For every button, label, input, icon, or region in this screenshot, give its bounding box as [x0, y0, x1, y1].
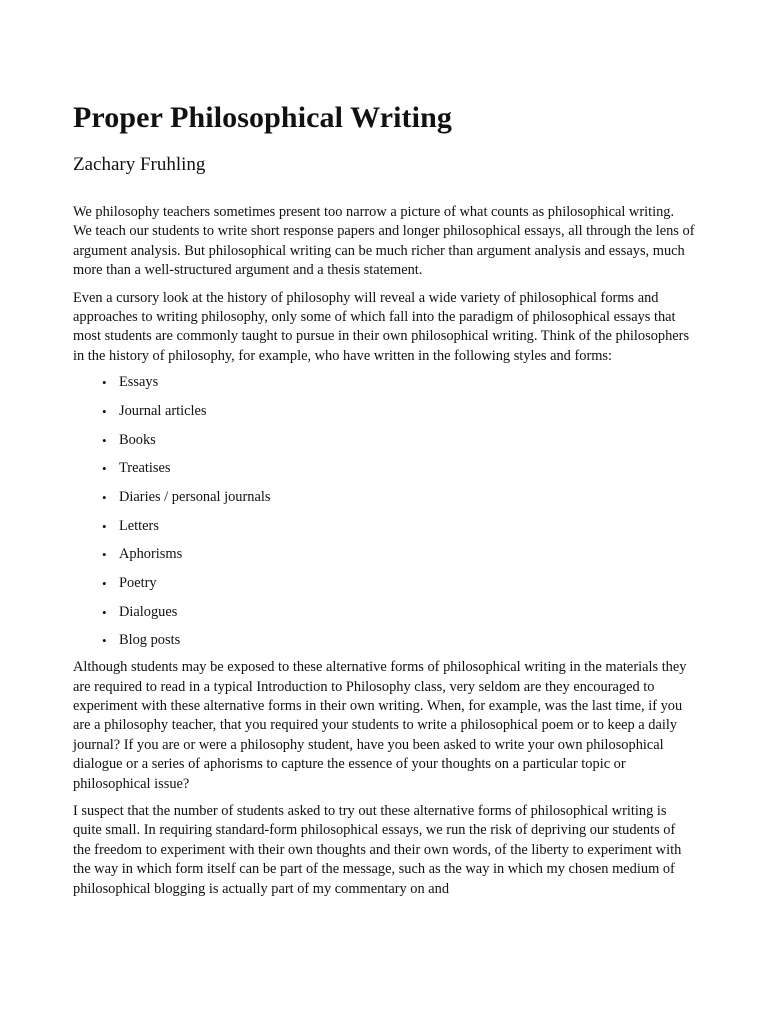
- bullet-icon: •: [102, 604, 107, 620]
- author-name: Zachary Fruhling: [73, 154, 206, 175]
- list-item: [102, 458, 695, 487]
- list-item-label: Poetry: [119, 575, 157, 592]
- bullet-icon: •: [102, 403, 107, 419]
- list-item-label: Blog posts: [119, 632, 181, 649]
- forms-list: [73, 366, 695, 659]
- list-item: [102, 372, 695, 401]
- bullet-icon: •: [102, 432, 107, 448]
- paragraph: Although students may be exposed to these alternative forms of philosophical writing in the materials they are required to read in a typical Introduction to Philosophy class, very seldom are they encouraged to experiment with these alternative forms in their own writing. When, for example, was the last time, if you are a philosophy teacher, that you required your students to write a philosophical poem or to keep a daily journal? If you are or were a philosophy student, have you been asked to write your own philosophical dialogue or a series of aphorisms to capture the essence of your thoughts on a particular topic or philosophical issue?: [73, 659, 687, 792]
- paragraph: We philosophy teachers sometimes present too narrow a picture of what counts as philosophical writing. We teach our students to write short response papers and longer philosophical essays, all through the lens of argument analysis. But philosophical writing can be much richer than argument analysis and essays, much more than a well-structured argument and a thesis statement.: [73, 204, 695, 279]
- document-page: [73, 98, 695, 899]
- paragraph: Even a cursory look at the history of philosophy will reveal a wide variety of philosophical forms and approaches to writing philosophy, only some of which fall into the paradigm of philosophical essays that most students are commonly taught to pursue in their own philosophical writing. Think of the philosophers in the history of philosophy, for example, who have written in the following styles and forms:: [73, 289, 690, 364]
- list-item-label: Dialogues: [119, 603, 178, 620]
- list-item-label: Essays: [119, 374, 159, 391]
- list-item-label: Treatises: [119, 460, 171, 477]
- bullet-icon: •: [102, 633, 107, 649]
- bullet-icon: •: [102, 576, 107, 592]
- list-item-label: Diaries / personal journals: [119, 489, 271, 505]
- list-item: [102, 430, 695, 459]
- list-item: [102, 602, 695, 631]
- list-item-label: Books: [119, 431, 156, 448]
- list-item: [102, 516, 695, 545]
- list-item: [102, 630, 695, 659]
- paragraph: I suspect that the number of students asked to try out these alternative forms of philosophical writing is quite small. In requiring standard-form philosophical essays, we run the risk of depriving our students of the freedom to experiment with their own thoughts and their own words, of the liberty to experiment with the way in which form itself can be part of the message, such as the way in which my chosen medium of philosophical blogging is actually part of my commentary on and: [73, 802, 682, 897]
- list-item: [102, 544, 695, 573]
- list-item: [102, 573, 695, 602]
- document-title: Proper Philosophical Writing: [73, 101, 452, 134]
- bullet-icon: •: [102, 461, 107, 477]
- list-item-label: Letters: [119, 517, 159, 534]
- list-item: [102, 401, 695, 430]
- bullet-icon: •: [102, 547, 107, 563]
- bullet-icon: •: [102, 490, 107, 505]
- list-item: [102, 487, 695, 516]
- list-item-label: Aphorisms: [119, 546, 183, 563]
- list-item-label: Journal articles: [119, 402, 207, 419]
- bullet-icon: •: [102, 375, 107, 391]
- bullet-icon: •: [102, 518, 107, 534]
